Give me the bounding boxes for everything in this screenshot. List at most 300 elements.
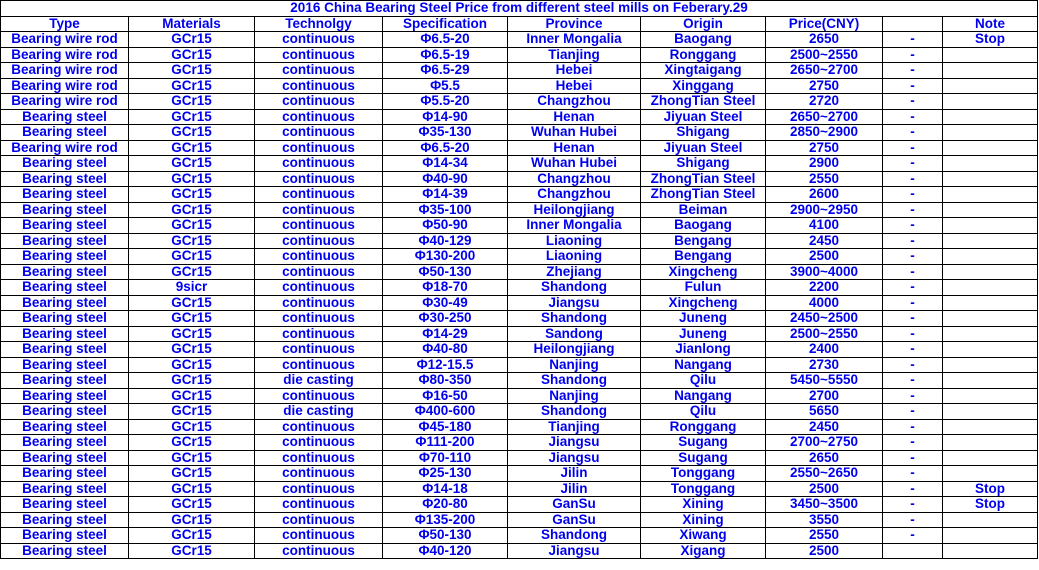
table-row [1,357,1038,373]
cell-material: GCr15 [129,218,255,234]
cell-price: 2650~2700 [766,63,883,79]
cell-note [943,528,1038,544]
cell-specification: Φ18-70 [383,280,508,296]
cell-price: 2500 [766,481,883,497]
cell-material: GCr15 [129,373,255,389]
cell-note [943,512,1038,528]
cell-origin: Tonggang [641,466,766,482]
cell-technology: continuous [255,326,383,342]
header-type: Type [1,16,129,32]
cell-material: GCr15 [129,156,255,172]
cell-type: Bearing steel [1,233,129,249]
table-row [1,94,1038,110]
header-materials: Materials [129,16,255,32]
cell-price: 2500~2550 [766,47,883,63]
cell-technology: continuous [255,435,383,451]
cell-change: - [883,63,943,79]
cell-type: Bearing steel [1,497,129,513]
cell-change: - [883,218,943,234]
cell-origin: Nangang [641,388,766,404]
table-row [1,264,1038,280]
cell-type: Bearing steel [1,388,129,404]
cell-price: 2500~2550 [766,326,883,342]
cell-change: - [883,156,943,172]
table-row [1,109,1038,125]
cell-type: Bearing steel [1,481,129,497]
table-row [1,481,1038,497]
header-origin: Origin [641,16,766,32]
cell-technology: continuous [255,218,383,234]
cell-change: - [883,78,943,94]
cell-origin: Xigang [641,543,766,559]
cell-price: 3450~3500 [766,497,883,513]
cell-change: - [883,342,943,358]
cell-province: Zhejiang [508,264,641,280]
cell-price: 3550 [766,512,883,528]
cell-origin: Qilu [641,373,766,389]
cell-note [943,388,1038,404]
cell-technology: continuous [255,295,383,311]
cell-technology: die casting [255,373,383,389]
cell-specification: Φ14-18 [383,481,508,497]
cell-type: Bearing wire rod [1,32,129,48]
cell-province: Henan [508,140,641,156]
header-note: Note [943,16,1038,32]
cell-province: Nanjing [508,388,641,404]
cell-technology: continuous [255,342,383,358]
cell-type: Bearing steel [1,512,129,528]
cell-specification: Φ25-130 [383,466,508,482]
cell-change: - [883,47,943,63]
cell-price: 2750 [766,140,883,156]
table-row [1,326,1038,342]
cell-type: Bearing wire rod [1,47,129,63]
table-row [1,466,1038,482]
cell-specification: Φ6.5-20 [383,140,508,156]
cell-province: Shandong [508,280,641,296]
cell-type: Bearing steel [1,404,129,420]
cell-price: 2850~2900 [766,125,883,141]
cell-province: GanSu [508,512,641,528]
table-row [1,125,1038,141]
cell-technology: continuous [255,388,383,404]
cell-specification: Φ5.5-20 [383,94,508,110]
cell-change: - [883,125,943,141]
cell-technology: continuous [255,171,383,187]
cell-specification: Φ12-15.5 [383,357,508,373]
cell-specification: Φ400-600 [383,404,508,420]
cell-type: Bearing steel [1,125,129,141]
cell-material: GCr15 [129,388,255,404]
cell-province: Changzhou [508,171,641,187]
cell-price: 2900 [766,156,883,172]
table-row [1,342,1038,358]
cell-note: Stop [943,32,1038,48]
header-specification: Specification [383,16,508,32]
cell-note [943,218,1038,234]
cell-material: GCr15 [129,63,255,79]
cell-origin: ZhongTian Steel [641,187,766,203]
cell-note [943,264,1038,280]
cell-province: Nanjing [508,357,641,373]
cell-type: Bearing wire rod [1,63,129,79]
cell-technology: continuous [255,233,383,249]
cell-technology: continuous [255,280,383,296]
cell-specification: Φ20-80 [383,497,508,513]
cell-technology: continuous [255,202,383,218]
cell-material: GCr15 [129,342,255,358]
cell-technology: continuous [255,47,383,63]
cell-technology: continuous [255,63,383,79]
cell-note [943,342,1038,358]
cell-change: - [883,357,943,373]
cell-price: 2400 [766,342,883,358]
cell-technology: continuous [255,125,383,141]
cell-type: Bearing steel [1,373,129,389]
cell-price: 5450~5550 [766,373,883,389]
cell-province: Jiangsu [508,450,641,466]
cell-material: GCr15 [129,450,255,466]
cell-province: Shandong [508,404,641,420]
cell-province: Sandong [508,326,641,342]
cell-technology: continuous [255,249,383,265]
cell-technology: continuous [255,32,383,48]
cell-origin: Baogang [641,32,766,48]
cell-technology: continuous [255,140,383,156]
cell-specification: Φ40-90 [383,171,508,187]
cell-type: Bearing steel [1,280,129,296]
cell-note [943,450,1038,466]
cell-province: Tianjing [508,419,641,435]
cell-material: GCr15 [129,187,255,203]
cell-note [943,109,1038,125]
cell-price: 2650 [766,450,883,466]
table-row [1,373,1038,389]
cell-price: 2750 [766,78,883,94]
table-row [1,202,1038,218]
cell-specification: Φ35-100 [383,202,508,218]
cell-price: 4100 [766,218,883,234]
cell-type: Bearing steel [1,357,129,373]
cell-change: - [883,326,943,342]
cell-province: Wuhan Hubei [508,156,641,172]
table-row [1,249,1038,265]
cell-technology: continuous [255,156,383,172]
cell-note [943,156,1038,172]
cell-type: Bearing steel [1,419,129,435]
cell-type: Bearing steel [1,543,129,559]
cell-origin: Shigang [641,156,766,172]
cell-province: Jiangsu [508,295,641,311]
cell-change: - [883,249,943,265]
cell-origin: Xiwang [641,528,766,544]
table-row [1,295,1038,311]
cell-specification: Φ5.5 [383,78,508,94]
cell-province: Jiangsu [508,435,641,451]
cell-price: 2500 [766,249,883,265]
cell-origin: Xinggang [641,78,766,94]
cell-specification: Φ45-180 [383,419,508,435]
table-row [1,63,1038,79]
cell-change: - [883,512,943,528]
cell-material: GCr15 [129,94,255,110]
cell-material: GCr15 [129,47,255,63]
cell-origin: ZhongTian Steel [641,171,766,187]
cell-note: Stop [943,497,1038,513]
cell-note [943,543,1038,559]
cell-note [943,373,1038,389]
cell-specification: Φ35-130 [383,125,508,141]
cell-technology: continuous [255,187,383,203]
cell-note [943,125,1038,141]
cell-change: - [883,497,943,513]
cell-change: - [883,311,943,327]
table-row [1,78,1038,94]
cell-price: 2200 [766,280,883,296]
cell-type: Bearing wire rod [1,78,129,94]
cell-origin: Qilu [641,404,766,420]
cell-note [943,202,1038,218]
cell-material: GCr15 [129,481,255,497]
cell-province: Hebei [508,63,641,79]
cell-type: Bearing steel [1,187,129,203]
table-row [1,187,1038,203]
header-province: Province [508,16,641,32]
cell-material: GCr15 [129,404,255,420]
table-row [1,497,1038,513]
cell-origin: Sugang [641,435,766,451]
cell-technology: continuous [255,512,383,528]
cell-type: Bearing steel [1,218,129,234]
cell-origin: Jianlong [641,342,766,358]
cell-origin: Beiman [641,202,766,218]
cell-origin: Bengang [641,249,766,265]
cell-material: GCr15 [129,32,255,48]
cell-material: GCr15 [129,202,255,218]
cell-type: Bearing steel [1,311,129,327]
cell-price: 2450 [766,419,883,435]
cell-material: GCr15 [129,78,255,94]
cell-specification: Φ130-200 [383,249,508,265]
cell-origin: Baogang [641,218,766,234]
cell-material: GCr15 [129,357,255,373]
cell-type: Bearing steel [1,342,129,358]
cell-price: 2730 [766,357,883,373]
cell-origin: Xingcheng [641,264,766,280]
cell-type: Bearing steel [1,202,129,218]
cell-origin: Fulun [641,280,766,296]
cell-material: GCr15 [129,497,255,513]
cell-origin: Juneng [641,311,766,327]
cell-origin: Shigang [641,125,766,141]
cell-note [943,466,1038,482]
cell-technology: continuous [255,497,383,513]
cell-change: - [883,280,943,296]
cell-province: Shandong [508,373,641,389]
cell-change: - [883,264,943,280]
cell-note [943,249,1038,265]
cell-origin: Xingcheng [641,295,766,311]
cell-price: 2720 [766,94,883,110]
cell-type: Bearing steel [1,171,129,187]
cell-province: Heilongjiang [508,202,641,218]
cell-note [943,295,1038,311]
cell-province: GanSu [508,497,641,513]
cell-province: Shandong [508,311,641,327]
title-row [1,1,1038,17]
cell-province: Wuhan Hubei [508,125,641,141]
cell-material: GCr15 [129,233,255,249]
table-row [1,450,1038,466]
cell-specification: Φ6.5-29 [383,63,508,79]
cell-type: Bearing steel [1,109,129,125]
table-row [1,32,1038,48]
cell-specification: Φ14-29 [383,326,508,342]
cell-technology: continuous [255,528,383,544]
cell-note [943,94,1038,110]
cell-price: 2550 [766,528,883,544]
cell-type: Bearing steel [1,156,129,172]
cell-technology: continuous [255,264,383,280]
cell-province: Inner Mongalia [508,32,641,48]
cell-specification: Φ6.5-19 [383,47,508,63]
cell-specification: Φ14-34 [383,156,508,172]
cell-origin: Sugang [641,450,766,466]
cell-change: - [883,94,943,110]
cell-price: 2700 [766,388,883,404]
cell-origin: Juneng [641,326,766,342]
cell-specification: Φ30-250 [383,311,508,327]
table-row [1,280,1038,296]
cell-material: GCr15 [129,419,255,435]
cell-note [943,404,1038,420]
cell-price: 2650 [766,32,883,48]
cell-province: Changzhou [508,187,641,203]
cell-change: - [883,373,943,389]
cell-origin: ZhongTian Steel [641,94,766,110]
cell-note [943,78,1038,94]
cell-technology: continuous [255,311,383,327]
table-row [1,233,1038,249]
table-row [1,311,1038,327]
cell-material: GCr15 [129,543,255,559]
cell-note [943,357,1038,373]
cell-material: GCr15 [129,171,255,187]
cell-price: 2450 [766,233,883,249]
cell-technology: continuous [255,450,383,466]
cell-type: Bearing steel [1,249,129,265]
cell-change: - [883,295,943,311]
cell-specification: Φ40-129 [383,233,508,249]
cell-change: - [883,233,943,249]
table-row [1,528,1038,544]
cell-specification: Φ135-200 [383,512,508,528]
cell-technology: die casting [255,404,383,420]
cell-technology: continuous [255,94,383,110]
cell-specification: Φ70-110 [383,450,508,466]
table-row [1,171,1038,187]
cell-change: - [883,481,943,497]
cell-material: GCr15 [129,125,255,141]
cell-price: 2700~2750 [766,435,883,451]
cell-specification: Φ40-80 [383,342,508,358]
cell-province: Liaoning [508,249,641,265]
cell-specification: Φ16-50 [383,388,508,404]
cell-note [943,311,1038,327]
cell-technology: continuous [255,357,383,373]
header-row [1,16,1038,32]
cell-origin: Xining [641,512,766,528]
cell-specification: Φ50-90 [383,218,508,234]
cell-specification: Φ50-130 [383,264,508,280]
cell-price: 4000 [766,295,883,311]
cell-material: GCr15 [129,512,255,528]
header-change [883,16,943,32]
cell-province: Jilin [508,466,641,482]
header-technology: Technolgy [255,16,383,32]
cell-material: GCr15 [129,295,255,311]
cell-price: 5650 [766,404,883,420]
cell-material: GCr15 [129,528,255,544]
cell-change: - [883,450,943,466]
cell-material: GCr15 [129,435,255,451]
cell-note [943,435,1038,451]
cell-origin: Nangang [641,357,766,373]
cell-province: Changzhou [508,94,641,110]
table-body [1,32,1038,559]
cell-technology: continuous [255,109,383,125]
cell-price: 2500 [766,543,883,559]
cell-price: 2550~2650 [766,466,883,482]
cell-note [943,280,1038,296]
cell-price: 3900~4000 [766,264,883,280]
cell-note [943,419,1038,435]
cell-material: GCr15 [129,326,255,342]
cell-origin: Jiyuan Steel [641,109,766,125]
cell-origin: Xining [641,497,766,513]
table-row [1,47,1038,63]
cell-technology: continuous [255,466,383,482]
cell-material: GCr15 [129,311,255,327]
cell-province: Heilongjiang [508,342,641,358]
cell-type: Bearing steel [1,450,129,466]
cell-technology: continuous [255,419,383,435]
cell-change: - [883,404,943,420]
cell-price: 2650~2700 [766,109,883,125]
cell-type: Bearing steel [1,435,129,451]
table-row [1,140,1038,156]
cell-note [943,326,1038,342]
cell-change: - [883,528,943,544]
table-row [1,388,1038,404]
cell-type: Bearing steel [1,295,129,311]
cell-specification: Φ14-39 [383,187,508,203]
cell-origin: Ronggang [641,47,766,63]
cell-type: Bearing steel [1,326,129,342]
cell-province: Jiangsu [508,543,641,559]
table-row [1,156,1038,172]
cell-type: Bearing wire rod [1,140,129,156]
table-row [1,419,1038,435]
cell-change: - [883,388,943,404]
cell-change: - [883,187,943,203]
cell-type: Bearing steel [1,264,129,280]
cell-origin: Xingtaigang [641,63,766,79]
header-price: Price(CNY) [766,16,883,32]
cell-note [943,171,1038,187]
cell-specification: Φ50-130 [383,528,508,544]
cell-specification: Φ6.5-20 [383,32,508,48]
